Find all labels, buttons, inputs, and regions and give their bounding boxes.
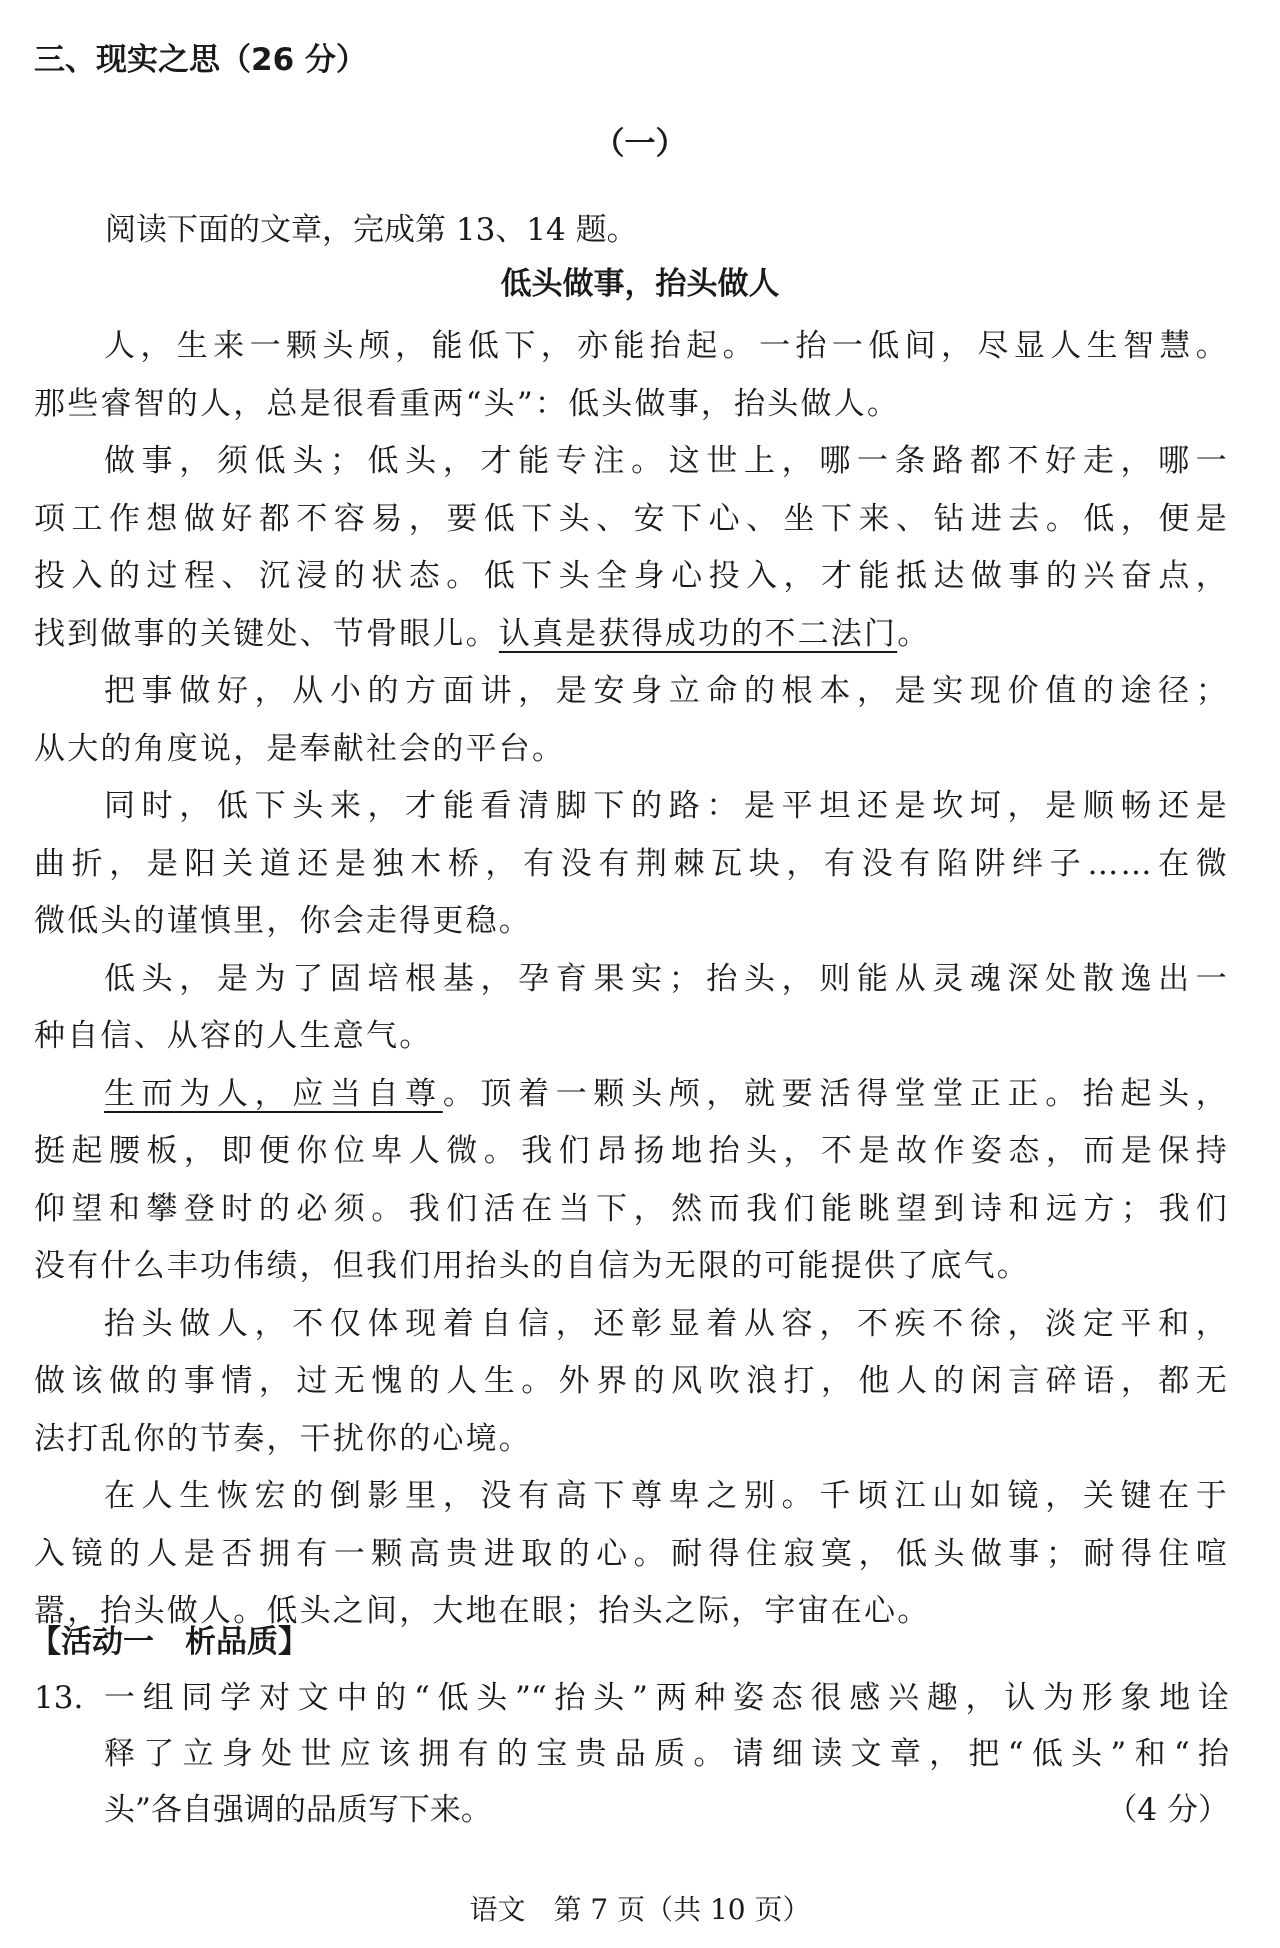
question-line (104, 1726, 1229, 1782)
article-line: 种自信、从容的人生意气。 (34, 1018, 433, 1054)
question-line-text: 一组同学对文中的“低头”“抬头”两种姿态很感兴趣，认为形象地诠 (104, 1680, 1229, 1716)
article-line: 做事，须低头；低头，才能专注。这世上，哪一条路都不好走，哪一 (104, 443, 1229, 479)
article-line: 在人生恢宏的倒影里，没有高下尊卑之别。千顷江山如镜，关键在于 (104, 1478, 1229, 1514)
article-line: 抬头做人，不仅体现着自信，还彰显着从容，不疾不徐，淡定平和， (104, 1305, 1229, 1342)
question-line (104, 1782, 1229, 1838)
article-line: 入镜的人是否拥有一颗高贵进取的心。耐得住寂寞，低头做事；耐得住喧 (34, 1535, 1229, 1572)
underlined-sentence: 认真是获得成功的不二法门 (498, 615, 898, 652)
article-line: 人，生来一颗头颅，能低下，亦能抬起。一抬一低间，尽显人生智慧。 (104, 328, 1229, 364)
article-line: 低头，是为了固培根基，孕育果实；抬头，则能从灵魂深处散逸出一 (104, 960, 1229, 997)
article-line: 做该做的事情，过无愧的人生。外界的风吹浪打，他人的闲言碎语，都无 (34, 1363, 1229, 1399)
article-line: 挺起腰板，即便你位卑人微。我们昂扬地抬头，不是故作姿态，而是保持 (34, 1133, 1229, 1169)
part-number: （一） (593, 126, 687, 162)
question-line-text: 释了立身处世应该拥有的宝贵品质。请细读文章，把“低头”和“抬 (104, 1736, 1229, 1772)
underlined-sentence: 生而为人，应当自尊 (104, 1075, 443, 1112)
article-line: 仰望和攀登时的必须。我们活在当下，然而我们能眺望到诗和远方；我们 (34, 1190, 1229, 1227)
article-body (34, 318, 1229, 1641)
article-line: 把事做好，从小的方面讲，是安身立命的根本，是实现价值的途径； (104, 673, 1229, 709)
article-line (34, 1066, 1229, 1124)
question-line (104, 1670, 1229, 1726)
question-line-text: 头”各自强调的品质写下来。 (104, 1792, 492, 1828)
article-text: 。 (897, 615, 931, 652)
section-title: 三、现实之思（26 分） (34, 42, 367, 78)
page-footer: 语文 第 7 页（共 10 页） (469, 1893, 811, 1926)
article-line: 微低头的谨慎里，你会走得更稳。 (34, 903, 532, 939)
article-title: 低头做事，抬头做人 (500, 266, 780, 302)
question-text (104, 1670, 1229, 1838)
question-number: 13. (34, 1680, 84, 1716)
article-line: 嚣，抬头做人。低头之间，大地在眼；抬头之际，宇宙在心。 (34, 1593, 931, 1629)
reading-instruction: 阅读下面的文章，完成第 13、14 题。 (105, 212, 638, 248)
article-text: 找到做事的关键处、节骨眼儿。 (34, 615, 499, 652)
article-line: 项工作想做好都不容易，要低下头、安下心、坐下来、钻进去。低，便是 (34, 500, 1229, 537)
article-line: 同时，低下头来，才能看清脚下的路：是平坦还是坎坷，是顺畅还是 (104, 788, 1229, 824)
question-score: （4 分） (1106, 1792, 1229, 1828)
article-text: 。顶着一颗头颅，就要活得堂堂正正。抬起头， (442, 1075, 1229, 1112)
activity-heading: 【活动一 析品质】 (30, 1624, 309, 1660)
article-line: 从大的角度说，是奉献社会的平台。 (34, 730, 566, 767)
article-line: 没有什么丰功伟绩，但我们用抬头的自信为无限的可能提供了底气。 (34, 1248, 1030, 1284)
article-line: 法打乱你的节奏，干扰你的心境。 (34, 1420, 532, 1457)
article-line: 投入的过程、沉浸的状态。低下头全身心投入，才能抵达做事的兴奋点， (34, 558, 1229, 594)
article-line: 那些睿智的人，总是很看重两“头”：低头做事，抬头做人。 (34, 385, 901, 422)
article-line (34, 606, 1229, 664)
article-line: 曲折，是阳关道还是独木桥，有没有荆棘瓦块，有没有陷阱绊子……在微 (34, 845, 1229, 882)
